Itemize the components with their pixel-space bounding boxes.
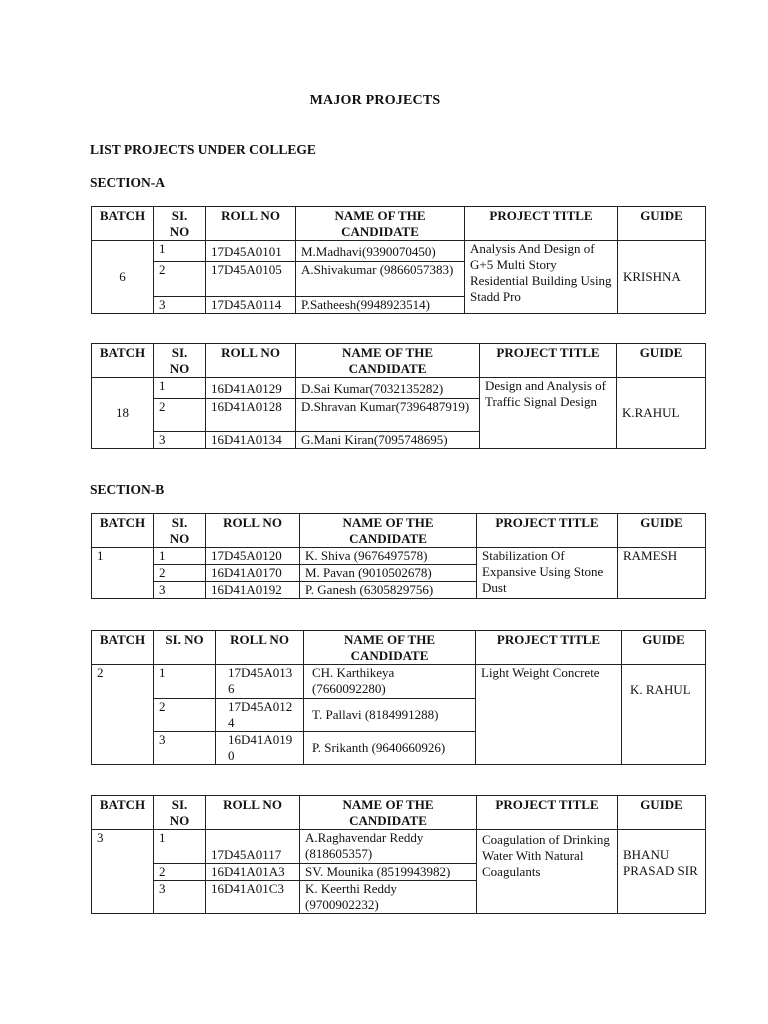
header-roll-no: ROLL NO: [216, 631, 304, 665]
sl-cell: 1: [154, 665, 216, 699]
sl-cell: 2: [154, 399, 206, 432]
roll-cell: 16D41A0128: [206, 399, 296, 432]
sl-cell: 1: [154, 378, 206, 399]
project-table-batch-6: [91, 206, 706, 314]
header-project-title: PROJECT TITLE: [480, 344, 617, 378]
sl-cell: 2: [154, 699, 216, 732]
table-row: [92, 241, 706, 262]
project-title-cell: Design and Analysis of Traffic Signal Design: [480, 378, 617, 449]
roll-cell: 17D45A0114: [206, 297, 296, 314]
table-row: [92, 548, 706, 565]
header-batch: BATCH: [92, 631, 154, 665]
table-row: [92, 378, 706, 399]
name-cell: A.Raghavendar Reddy (818605357): [300, 830, 477, 864]
sl-cell: 3: [154, 732, 216, 765]
roll-cell: 17D45A0101: [206, 241, 296, 262]
header-batch: BATCH: [92, 207, 154, 241]
sl-cell: 2: [154, 262, 206, 297]
project-title-cell: Coagulation of Drinking Water With Natural Coagulants: [477, 830, 618, 914]
roll-cell: 16D41A0192: [206, 582, 300, 599]
header-sl-no: SI. NO: [154, 631, 216, 665]
name-cell: K. Keerthi Reddy (9700902232): [300, 881, 477, 914]
header-name: NAME OF THE CANDIDATE: [300, 514, 477, 548]
table-row: [92, 665, 706, 699]
name-cell: T. Pallavi (8184991288): [304, 699, 476, 732]
header-guide: GUIDE: [622, 631, 706, 665]
header-name: NAME OF THE CANDIDATE: [304, 631, 476, 665]
project-title-cell: Stabilization Of Expansive Using Stone Dust: [477, 548, 618, 599]
header-roll-no: ROLL NO: [206, 207, 296, 241]
section-a-heading: SECTION-A: [90, 175, 166, 190]
sl-cell: 1: [154, 548, 206, 565]
roll-cell: 16D41A0129: [206, 378, 296, 399]
list-heading: LIST PROJECTS UNDER COLLEGE: [90, 142, 316, 157]
name-cell: G.Mani Kiran(7095748695): [296, 432, 480, 449]
guide-cell: BHANU PRASAD SIR: [618, 830, 706, 914]
header-guide: GUIDE: [618, 796, 706, 830]
name-cell: D.Sai Kumar(7032135282): [296, 378, 480, 399]
roll-cell: 16D41A0134: [206, 432, 296, 449]
name-cell: CH. Karthikeya (7660092280): [304, 665, 476, 699]
header-name: NAME OF THE CANDIDATE: [296, 344, 480, 378]
header-sl-no: SI. NO: [154, 207, 206, 241]
sl-cell: 3: [154, 432, 206, 449]
sl-cell: 2: [154, 864, 206, 881]
header-batch: BATCH: [92, 344, 154, 378]
header-roll-no: ROLL NO: [206, 514, 300, 548]
project-table-batch-1: [91, 513, 706, 599]
name-cell: SV. Mounika (8519943982): [300, 864, 477, 881]
sl-cell: 3: [154, 297, 206, 314]
sl-cell: 1: [154, 830, 206, 864]
header-guide: GUIDE: [617, 344, 706, 378]
header-sl-no: SI. NO: [154, 796, 206, 830]
guide-cell: K.RAHUL: [617, 378, 706, 449]
roll-cell: 16D41A01C3: [206, 881, 300, 914]
guide-cell: K. RAHUL: [622, 665, 706, 765]
project-table-batch-18: [91, 343, 706, 449]
batch-cell: 2: [92, 665, 154, 765]
header-batch: BATCH: [92, 514, 154, 548]
roll-cell: 17D45A0117: [206, 830, 300, 864]
header-roll-no: ROLL NO: [206, 344, 296, 378]
name-cell: A.Shivakumar (9866057383): [296, 262, 465, 297]
name-cell: D.Shravan Kumar(7396487919): [296, 399, 480, 432]
project-table-batch-2: [91, 630, 706, 765]
guide-cell: RAMESH: [618, 548, 706, 599]
header-project-title: PROJECT TITLE: [465, 207, 618, 241]
batch-cell: 1: [92, 548, 154, 599]
roll-cell: 16D41A0170: [206, 565, 300, 582]
sl-cell: 3: [154, 582, 206, 599]
sl-cell: 2: [154, 565, 206, 582]
batch-cell: 18: [92, 378, 154, 449]
roll-cell: 17D45A0120: [206, 548, 300, 565]
header-guide: GUIDE: [618, 207, 706, 241]
name-cell: P. Ganesh (6305829756): [300, 582, 477, 599]
header-name: NAME OF THE CANDIDATE: [296, 207, 465, 241]
header-project-title: PROJECT TITLE: [477, 796, 618, 830]
name-cell: K. Shiva (9676497578): [300, 548, 477, 565]
header-guide: GUIDE: [618, 514, 706, 548]
header-project-title: PROJECT TITLE: [476, 631, 622, 665]
header-roll-no: ROLL NO: [206, 796, 300, 830]
batch-cell: 6: [92, 241, 154, 314]
name-cell: P. Srikanth (9640660926): [304, 732, 476, 765]
section-b-heading: SECTION-B: [90, 482, 165, 497]
batch-cell: 3: [92, 830, 154, 914]
roll-cell: 16D41A019 0: [216, 732, 304, 765]
roll-cell: 17D45A012 4: [216, 699, 304, 732]
roll-cell: 17D45A013 6: [216, 665, 304, 699]
header-batch: BATCH: [92, 796, 154, 830]
project-title-cell: Light Weight Concrete: [476, 665, 622, 765]
page-title: MAJOR PROJECTS: [309, 93, 441, 108]
name-cell: M. Pavan (9010502678): [300, 565, 477, 582]
name-cell: M.Madhavi(9390070450): [296, 241, 465, 262]
header-sl-no: SI. NO: [154, 344, 206, 378]
table-row: [92, 830, 706, 864]
header-project-title: PROJECT TITLE: [477, 514, 618, 548]
guide-cell: KRISHNA: [618, 241, 706, 314]
project-table-batch-3: [91, 795, 706, 914]
roll-cell: 17D45A0105: [206, 262, 296, 297]
roll-cell: 16D41A01A3: [206, 864, 300, 881]
sl-cell: 3: [154, 881, 206, 914]
sl-cell: 1: [154, 241, 206, 262]
project-title-cell: Analysis And Design of G+5 Multi Story Residential Building Using Stadd Pro: [465, 241, 618, 314]
header-sl-no: SI. NO: [154, 514, 206, 548]
name-cell: P.Satheesh(9948923514): [296, 297, 465, 314]
header-name: NAME OF THE CANDIDATE: [300, 796, 477, 830]
